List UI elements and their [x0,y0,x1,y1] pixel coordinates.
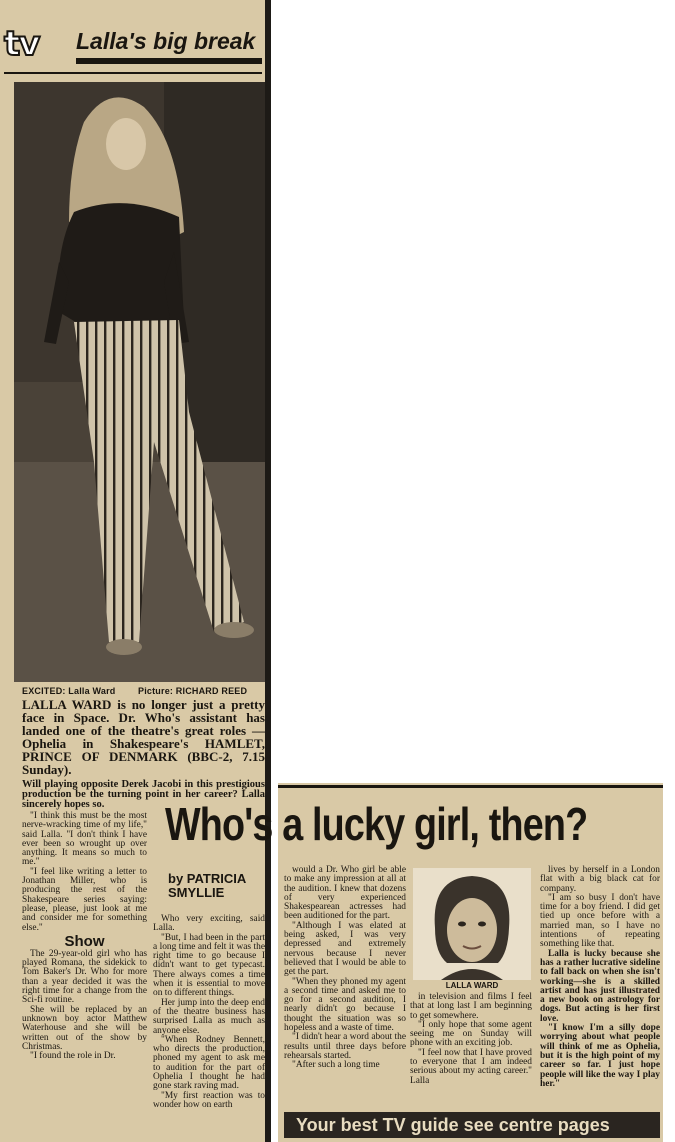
paragraph: lives by herself in a London flat with a big black cat for company. [540,865,660,894]
paragraph: "Although I was elated at being asked, I was very depressed and extremely nervous because I never believed that I would be able to get the part. [284,920,406,978]
paragraph: "I am so busy I don't have time for a boy friend. I did get tied up once before with a married man, so I have no intentions of repeating something like that. [540,892,660,950]
paragraph: "When they phoned my agent a second time and asked me to go for a second audition, I nearly didn't go because I thought the situation was so hopeless and a waste of time. [284,976,406,1034]
scan-margin [663,783,675,1142]
photo-credit: Picture: RICHARD REED [138,686,248,696]
tv-logo: tv [4,24,39,64]
paragraph: The 29-year-old girl who has played Romana, the sidekick to Tom Baker's Dr. Who for more than a year decided it was the right time for a change from the Sci-fi routine. [22,948,147,1006]
byline: by PATRICIA SMYLLIE [168,871,246,900]
caption-text: EXCITED: Lalla Ward [22,686,116,696]
right-clipping-rule [278,785,663,788]
portrait-caption: LALLA WARD [445,981,499,990]
paragraph: "I only hope that some agent seeing me on Sunday will phone with an exciting job. [410,1019,532,1049]
photo-lalla-ward [14,82,265,682]
subheading: Show [64,932,105,950]
paragraph: "I know I'm a silly dope worrying about what people will think of me as Ophelia, but it is the high point of my career so far. I just hope people will like the way I play her." [540,1023,660,1089]
paragraph: "I didn't hear a word about the results until three days before rehearsals started. [284,1032,406,1061]
article-headline: Who's a lucky girl, then? [165,798,588,850]
paragraph: "When Rodney Bennett, who directs the production, phoned my agent to ask me to audition for the part of Ophelia I thought he had gone stark raving mad. [153,1034,265,1092]
paragraph: "I feel like writing a letter to Jonathan Miller, who is producing the rest of the Shakespeare series saying: please, please, just look at me and consider me for something else." [22,866,147,933]
column-4 [410,993,532,1086]
paragraph: She will be replaced by an unknown boy actor Matthew Waterhouse and she will be written out of the show by Christmas. [22,1004,147,1052]
photo-caption [22,686,265,696]
column-1 [22,812,147,1061]
portrait-photo [413,868,531,980]
paragraph: in television and films I feel that at long last I am beginning to get somewhere. [410,992,532,1021]
paragraph: "I think this must be the most nerve-wracking time of my life," said Lalla. "I don't think I have ever been so wrought up over anything. It means so much to me." [22,811,147,868]
scan-edge [265,0,271,1142]
paragraph: "After such a long time [292,1060,380,1071]
paragraph: Her jump into the deep end of the theatre business has surprised Lalla as much as anyone else. [153,997,265,1036]
column-3 [284,866,406,1071]
header-rule [76,58,262,64]
paragraph: "I feel now that I have proved to everyone that I am indeed serious about my acting career." Lalla [410,1047,532,1086]
paragraph: "But, I had been in the part a long time and felt it was the right time to go because I didn't want to get typecast. There always comes a time when it is essential to move on to different things. [153,932,265,999]
column-2 [153,915,265,1110]
column-5 [540,866,660,1089]
page-title: Lalla's big break [76,28,256,54]
paragraph: Who very exciting, said Lalla. [153,914,265,934]
intro-paragraph: Will playing opposite Derek Jacobi in this prestigious production be the turning point in her career? Lalla sincerely hopes so. [22,779,265,810]
paragraph: Lalla is lucky because she has a rather lucrative sideline to fall back on when she isn't working—she is a skilled artist and has just illustrated a new book on astrology for dogs. But acting is her first love. [540,948,660,1024]
paragraph: "My first reaction was to wonder how on earth [153,1090,265,1110]
footer-text: Your best TV guide see centre pages [296,1115,610,1135]
paragraph: would a Dr. Who girl be able to make any impression at all at the audition. I knew that dozens of very experienced Shakespearean actresses had been auditioned for the part. [284,865,406,922]
lead-paragraph: LALLA WARD is no longer just a pretty face in Space. Dr. Who's assistant has landed one of the theatre's great roles — Ophelia in Shakespeare's HAMLET, PRINCE OF DENMARK (BBC-2, 7.15 Sunday). [22,697,265,777]
header-divider [4,72,262,74]
paragraph: "I found the role in Dr. [30,1051,116,1062]
